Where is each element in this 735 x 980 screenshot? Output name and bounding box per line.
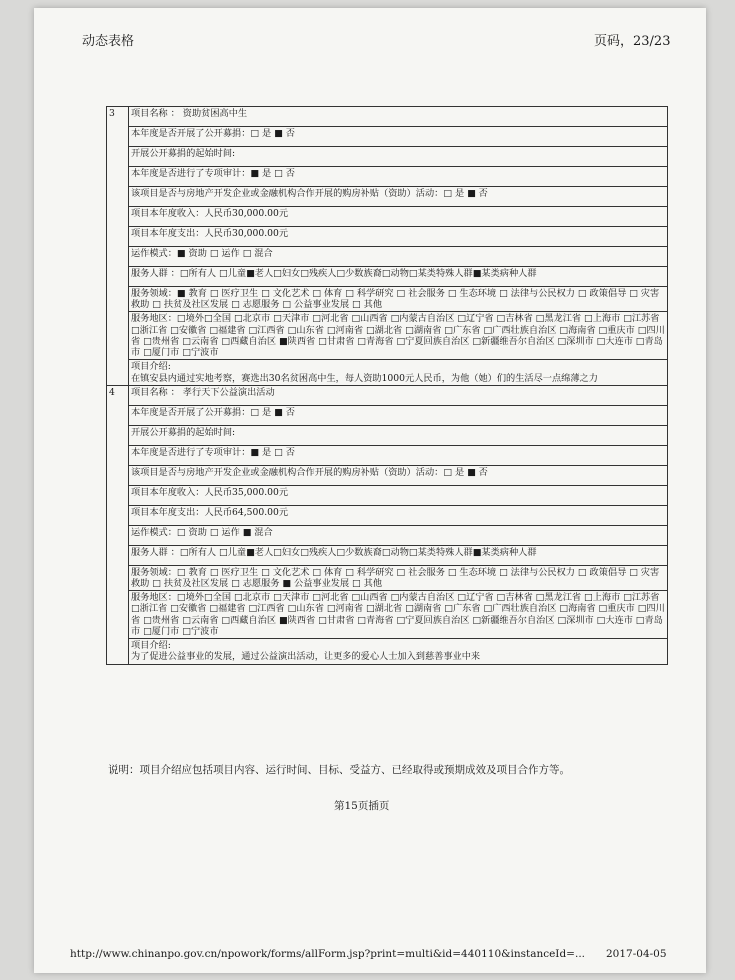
project-intro bbox=[129, 639, 668, 664]
service-regions: 服务地区：□境外□全国 □北京市 □天津市 □河北省 □山西省 □内蒙古自治区 □辽宁省 □吉林省 □黑龙江省 □上海市 □江苏省 □浙江省 □安徽省 □福建省 □江西省 □山东省 □河南省 □湖北省 □湖南省 □广东省 □广西壮族自治区 □海南省 □重庆市 □四川省 □贵州省 □云南省 □西藏自治区 ■陕西省 □甘肃省 □青海省 □宁夏回族自治区 □新疆维吾尔自治区 □深圳市 □大连市 □青岛市 □厦门市 □宁波市 bbox=[129, 591, 668, 639]
special-audit: 本年度是否进行了专项审计：■ 是 □ 否 bbox=[129, 167, 668, 187]
project-name: 项目名称 ： 资助贫困高中生 bbox=[129, 107, 668, 127]
operation-mode: 运作模式：■ 资助 □ 运作 □ 混合 bbox=[129, 247, 668, 267]
service-fields: 服务领域：■ 教育 □ 医疗卫生 □ 文化艺术 □ 体育 □ 科学研究 □ 社会服务 □ 生态环境 □ 法律与公民权力 □ 政策倡导 □ 灾害救助 □ 扶贫及社区发展 □ 志愿服务 □ 公益事业发展 □ 其他 bbox=[129, 287, 668, 312]
project-expense: 项目本年度支出：人民币30,000.00元 bbox=[129, 227, 668, 247]
intro-label: 项目介绍: bbox=[131, 361, 171, 373]
project-intro bbox=[129, 360, 668, 385]
footer-date: 2017-04-05 bbox=[606, 948, 667, 960]
project-table bbox=[106, 106, 668, 665]
served-groups: 服务人群 ：□所有人 □儿童■老人□妇女□残疾人□少数族裔□动物□某类特殊人群■某类病种人群 bbox=[129, 545, 668, 565]
public-fundraising: 本年度是否开展了公开募捐：□ 是 ■ 否 bbox=[129, 127, 668, 147]
housing-subsidy: 该项目是否与房地产开发企业或金融机构合作开展的购房补贴（资助）活动：□ 是 ■ 否 bbox=[129, 187, 668, 207]
project-3-name-row bbox=[107, 107, 668, 127]
page-insert-label: 第15页插页 bbox=[334, 800, 390, 812]
special-audit: 本年度是否进行了专项审计：■ 是 □ 否 bbox=[129, 445, 668, 465]
service-regions: 服务地区：□境外□全国 □北京市 □天津市 □河北省 □山西省 □内蒙古自治区 □辽宁省 □吉林省 □黑龙江省 □上海市 □江苏省 □浙江省 □安徽省 □福建省 □江西省 □山东省 □河南省 □湖北省 □湖南省 □广东省 □广西壮族自治区 □海南省 □重庆市 □四川省 □贵州省 □云南省 □西藏自治区 ■陕西省 □甘肃省 □青海省 □宁夏回族自治区 □新疆维吾尔自治区 □深圳市 □大连市 □青岛市 □厦门市 □宁波市 bbox=[129, 312, 668, 360]
fundraising-start: 开展公开募捐的起始时间: bbox=[129, 147, 668, 167]
project-income: 项目本年度收入：人民币30,000.00元 bbox=[129, 207, 668, 227]
service-fields: 服务领域：□ 教育 □ 医疗卫生 □ 文化艺术 □ 体育 □ 科学研究 □ 社会服务 □ 生态环境 □ 法律与公民权力 □ 政策倡导 □ 灾害救助 □ 扶贫及社区发展 □ 志愿服务 ■ 公益事业发展 □ 其他 bbox=[129, 565, 668, 590]
intro-text: 在镇安县内通过实地考察，赛选出30名贫困高中生，每人资助1000元人民币，为他（她）们的生活尽一点绵薄之力 bbox=[131, 372, 598, 384]
project-name: 项目名称 ： 孝行天下公益演出活动 bbox=[129, 385, 668, 405]
public-fundraising: 本年度是否开展了公开募捐：□ 是 ■ 否 bbox=[129, 405, 668, 425]
operation-mode: 运作模式：□ 资助 □ 运作 ■ 混合 bbox=[129, 525, 668, 545]
housing-subsidy: 该项目是否与房地产开发企业或金融机构合作开展的购房补贴（资助）活动：□ 是 ■ 否 bbox=[129, 465, 668, 485]
form-title: 动态表格 bbox=[82, 34, 135, 49]
project-number: 4 bbox=[107, 385, 129, 664]
page-number: 页码，23/23 bbox=[594, 34, 671, 49]
project-income: 项目本年度收入：人民币35,000.00元 bbox=[129, 485, 668, 505]
explanation-note: 说明：项目介绍应包括项目内容、运行时间、目标、受益方、已经取得或预期成效及项目合作方等。 bbox=[108, 764, 570, 776]
served-groups: 服务人群 ：□所有人 □儿童■老人□妇女□残疾人□少数族裔□动物□某类特殊人群■某类病种人群 bbox=[129, 267, 668, 287]
project-4-name-row bbox=[107, 385, 668, 405]
fundraising-start: 开展公开募捐的起始时间: bbox=[129, 425, 668, 445]
intro-label: 项目介绍: bbox=[131, 640, 171, 652]
project-expense: 项目本年度支出：人民币64,500.00元 bbox=[129, 505, 668, 525]
intro-text: 为了促进公益事业的发展，通过公益演出活动，让更多的爱心人士加入到慈善事业中来 bbox=[131, 651, 481, 663]
footer-url: http://www.chinanpo.gov.cn/npowork/forms/allForm.jsp?print=multi&id=440110&instanceId=... bbox=[70, 948, 585, 960]
project-number: 3 bbox=[107, 107, 129, 386]
document-page bbox=[34, 8, 706, 973]
